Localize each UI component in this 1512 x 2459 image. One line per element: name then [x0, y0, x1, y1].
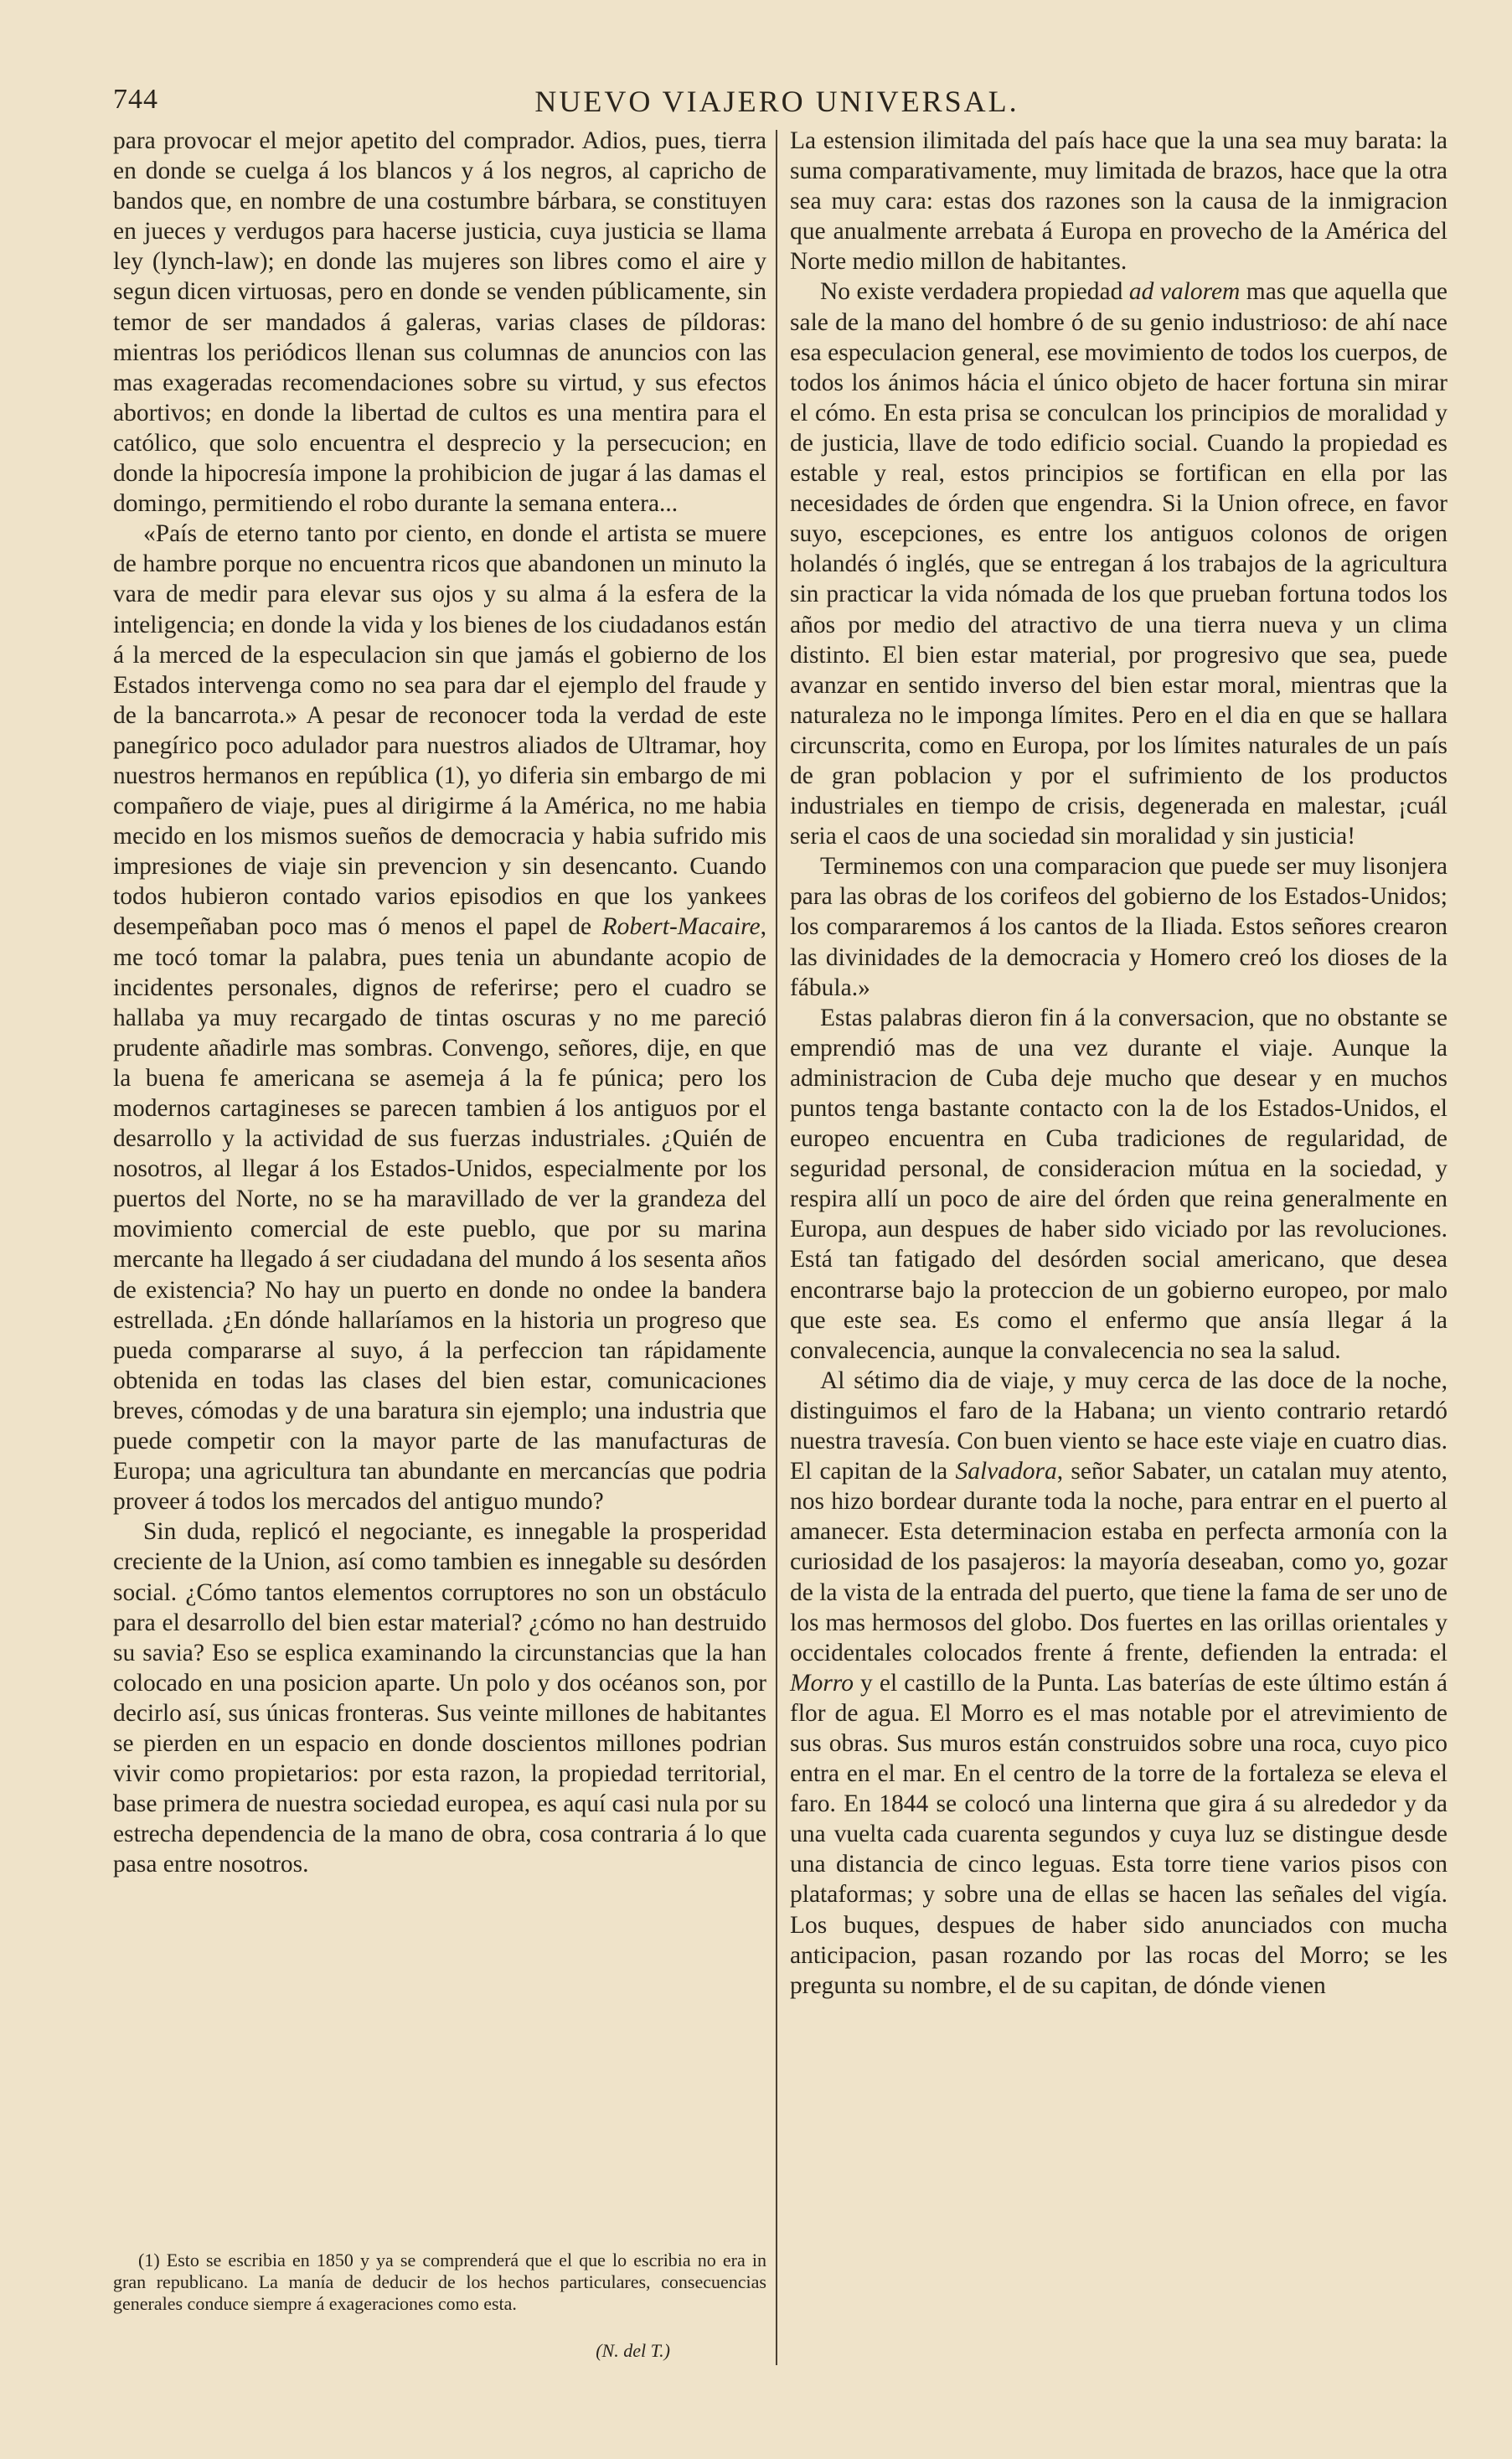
- paragraph: para provocar el mejor apetito del comprador. Adios, pues, tierra en donde se cuelga á los blancos y á los negros, al capricho de bandos que, en nombre de una costumbre bárbara, se constituyen en jueces y verdugos para hacerse justicia, cuya justicia se llama ley (lynch-law); en donde las mujeres son libres como el aire y segun dicen virtuosas, pero en donde se venden públicamente, sin temor de ser mandados á galeras, varias clases de píldoras: mientras los periódicos llenan sus columnas de anuncios con las mas exageradas recomendaciones sobre su virtud, y sus efectos abortivos; en donde la libertad de cultos es una mentira para el católico, que solo encuentra el desprecio y la persecucion; en donde la hipocresía impone la prohibicion de jugar á las damas el domingo, permitiendo el robo durante la semana entera...: [113, 127, 766, 518]
- paragraph: No existe verdadera propiedad ad valorem mas que aquella que sale de la mano del hombre ó de su genio industrioso: de ahí nace esa especulacion general, ese movimiento de todos los cuerpos, de todos los ánimos hácia el único objeto de hacer fortuna sin mirar el cómo. En esta prisa se conculcan los principios de moralidad y de justicia, llave de todo edificio social. Cuando la propiedad es estable y real, estos principios se fortifican en ella por las necesidades de órden que engendra. Si la Union ofrece, en favor suyo, escepciones, es entre los antiguos colonos de origen holandés ó inglés, que se entregan á los trabajos de la agricultura sin practicar la vida nómada de los que prueban fortuna todos los años por medio del atractivo de una tierra nueva y un clima distinto. El bien estar material, por progresivo que sea, puede avanzar en sentido inverso del bien estar moral, mientras que la naturaleza no le imponga límites. Pero en el dia en que se hallara circunscrita, como en Europa, por los límites naturales de un país de gran poblacion y por el sufrimiento de los productos industriales en tiempo de crisis, degenerada en malestar, ¡cuál seria el caos de una sociedad sin moralidad y sin justicia!: [790, 278, 1447, 850]
- left-column: [113, 126, 766, 1879]
- right-column: [790, 126, 1447, 2001]
- paragraph: Sin duda, replicó el negociante, es innegable la prosperidad creciente de la Union, así como tambien es innegable su desórden social. ¿Cómo tantos elementos corruptores no son un obstáculo para el desarrollo del bien estar material? ¿cómo no han destruido su savia? Eso se esplica examinando la circunstancias que la han colocado en una posicion aparte. Un polo y dos océanos son, por decirlo así, sus únicas fronteras. Sus veinte millones de habitantes se pierden en un espacio en donde doscientos millones podrian vivir como propietarios: por esta razon, la propiedad territorial, base primera de nuestra sociedad europea, es aquí casi nula por su estrecha dependencia de la mano de obra, cosa contraria á lo que pasa entre nosotros.: [113, 1518, 766, 1878]
- italic-term: Robert-Macaire: [601, 913, 761, 941]
- paragraph: «País de eterno tanto por ciento, en donde el artista se muere de hambre porque no encuentra ricos que abandonen un minuto la vara de medir para elevar sus ojos y su alma á la esfera de la inteligencia; en donde la vida y los bienes de los ciudadanos están á la merced de la especulacion sin que jamás el gobierno de los Estados intervenga como no sea para dar el ejemplo del fraude y de la bancarrota.» A pesar de reconocer toda la verdad de este panegírico poco adulador para nuestros aliados de Ultramar, hoy nuestros hermanos en república (1), yo diferia sin embargo de mi compañero de viaje, pues al dirigirme á la América, no me habia mecido en los mismos sueños de democracia y habia sufrido mis impresiones de viaje sin prevencion y sin desencanto. Cuando todos hubieron contado varios episodios en que los yankees desempeñaban poco mas ó menos el papel de Robert-Macaire, me tocó tomar la palabra, pues tenia un abundante acopio de incidentes personales, dignos de referirse; pero el cuadro se hallaba ya muy recargado de tintas oscuras y no me pareció prudente añadirle mas sombras. Convengo, señores, dije, en que la buena fe americana se asemeja á la fe púnica; pero los modernos cartagineses se parecen tambien á los antiguos por el desarrollo y la actividad de sus fuerzas industriales. ¿Quién de nosotros, al llegar á los Estados-Unidos, especialmente por los puertos del Norte, no se ha maravillado de ver la grandeza del movimiento comercial de este pueblo, que por su marina mercante ha llegado á ser ciudadana del mundo á los sesenta años de existencia? No hay un puerto en donde no ondee la bandera estrellada. ¿En dónde hallaríamos en la historia un progreso que pueda compararse al suyo, á la perfeccion tan rápidamente obtenida en todas las clases del bien estar, comunicaciones breves, cómodas y de una baratura sin ejemplo; una industria que puede competir con la mayor parte de las manufacturas de Europa; una agricultura tan abundante en mercancías que podria proveer á todos los mercados del antiguo mundo?: [113, 520, 766, 1516]
- paragraph: Estas palabras dieron fin á la conversacion, que no obstante se emprendió mas de una vez durante el viaje. Aunque la administracion de Cuba deje mucho que desear y en muchos puntos tenga bastante contacto con la de los Estados-Unidos, el europeo encuentra en Cuba tradiciones de regularidad, de seguridad personal, de consideracion mútua en la sociedad, y respira allí un poco de aire del órden que reina generalmente en Europa, aun despues de haber sido viciado por las revoluciones. Está tan fatigado del desórden social americano, que desea encontrarse bajo la proteccion de un gobierno europeo, por malo que este sea. Es como el enfermo que ansía llegar á la convalecencia, aunque la convalecencia no sea la salud.: [790, 1004, 1447, 1364]
- footnote: [113, 2250, 766, 2315]
- paragraph: La estension ilimitada del país hace que la una sea muy barata: la suma comparativamente, muy limitada de brazos, hace que la otra sea muy cara: estas dos razones son la causa de la inmigracion que anualmente arrebata á Europa en provecho de la América del Norte medio millon de habitantes.: [790, 127, 1447, 276]
- running-title: NUEVO VIAJERO UNIVERSAL.: [534, 85, 1019, 118]
- page-header: [113, 84, 1441, 124]
- italic-term: ad valorem: [1128, 278, 1241, 306]
- footnote-signature: (N. del T.): [596, 2340, 670, 2361]
- page-number: 744: [113, 84, 158, 115]
- footnote-text: (1) Esto se escribia en 1850 y ya se comprenderá que el que lo escribia no era in gran republicano. La manía de deducir de los hechos particulares, consecuencias generales conduce siempre á exageraciones como esta.: [113, 2250, 766, 2314]
- paragraph: Al sétimo dia de viaje, y muy cerca de las doce de la noche, distinguimos el faro de la Habana; un viento contrario retardó nuestra travesía. Con buen viento se hace este viaje en cuatro dias. El capitan de la Salvadora, señor Sabater, un catalan muy atento, nos hizo bordear durante toda la noche, para entrar en el puerto al amanecer. Esta determinacion estaba en perfecta armonía con la curiosidad de los pasajeros: la mayoría deseaban, como yo, gozar de la vista de la entrada del puerto, que tiene la fama de ser uno de los mas hermosos del globo. Dos fuertes en las orillas orientales y occidentales colocados frente á frente, defienden la entrada: el Morro y el castillo de la Punta. Las baterías de este último están á flor de agua. El Morro es el mas notable por el atrevimiento de sus obras. Sus muros están construidos sobre una roca, cuyo pico entra en el mar. En el centro de la torre de la fortaleza se eleva el faro. En 1844 se colocó una linterna que gira á su alrededor y da una vuelta cada cuarenta segundos y cuya luz se distingue desde una distancia de cinco leguas. Esta torre tiene varios pisos con plataformas; y sobre una de ellas se hacen las señales del vigía. Los buques, despues de haber sido anunciados con mucha anticipacion, pasan rozando por las rocas del Morro; se les pregunta su nombre, el de su capitan, de dónde vienen: [790, 1366, 1447, 1999]
- italic-fort-name: Morro: [790, 1669, 854, 1697]
- paragraph: Terminemos con una comparacion que puede ser muy lisonjera para las obras de los corifeos del gobierno de los Estados-Unidos; los compararemos á los cantos de la Iliada. Estos señores crearon las divinidades de la democracia y Homero creó los dioses de la fábula.»: [790, 853, 1447, 1001]
- column-divider: [776, 130, 777, 2365]
- italic-ship-name: Salvadora: [955, 1458, 1057, 1485]
